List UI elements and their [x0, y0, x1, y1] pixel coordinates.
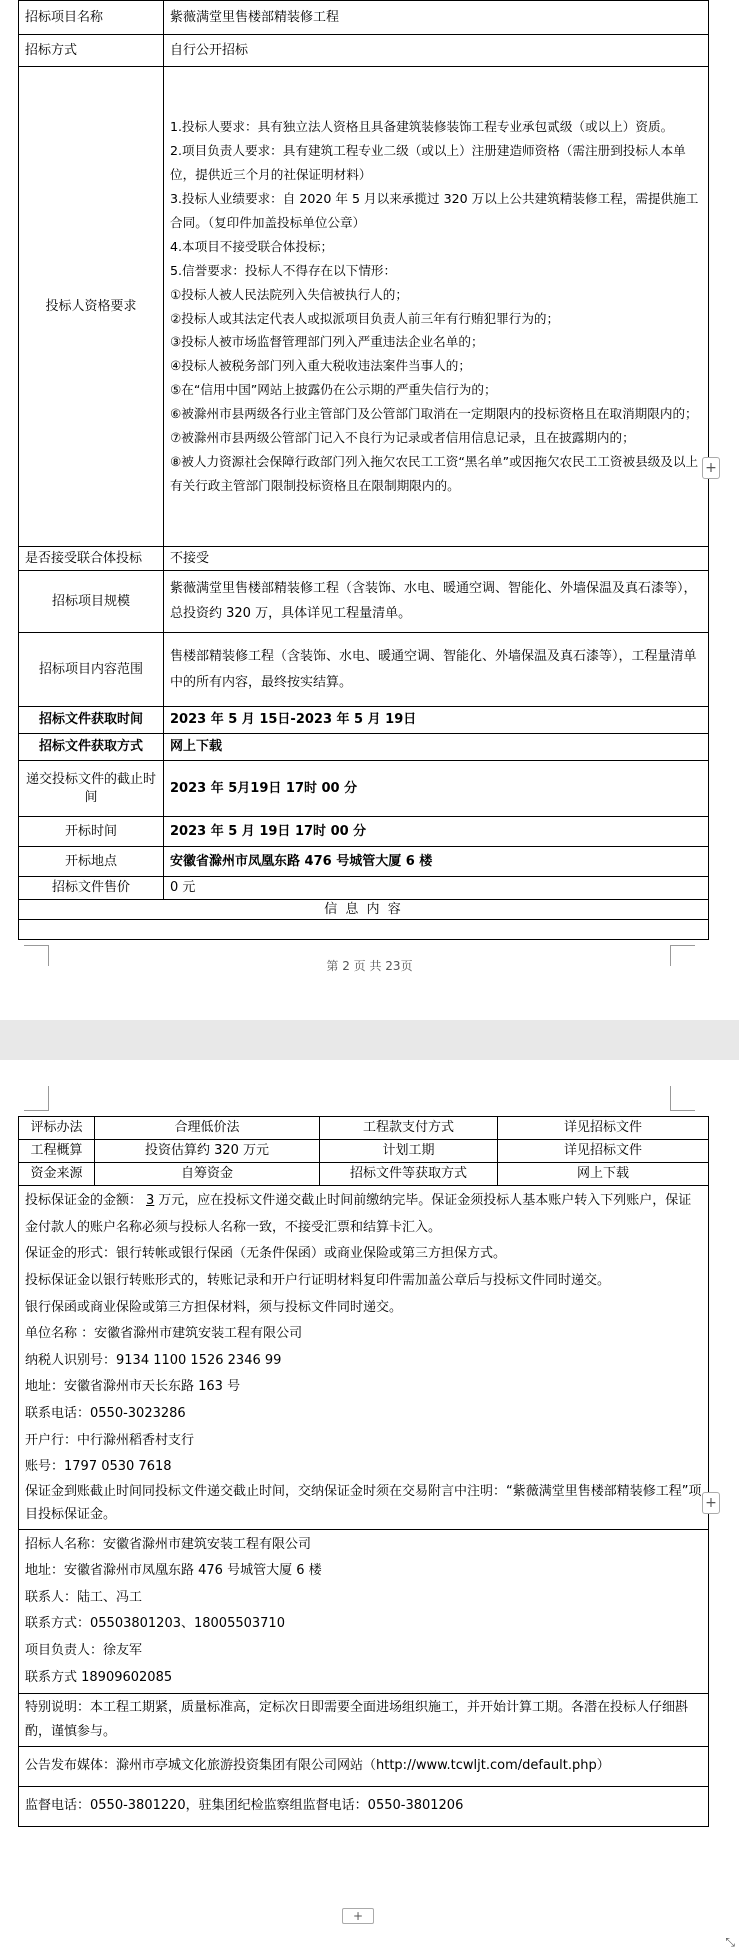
label-price: 招标文件售价 — [19, 877, 164, 900]
label-deadline: 递交投标文件的截止时间 — [19, 761, 164, 817]
row-deadline — [19, 761, 709, 817]
tenderer-section — [19, 1529, 709, 1694]
add-row-below-button[interactable]: + — [342, 1908, 374, 1924]
table-row — [19, 1117, 709, 1140]
supervision-section — [19, 1787, 709, 1827]
tender-info-table — [18, 0, 709, 940]
row-open-time — [19, 817, 709, 847]
table-cell: 投资估算约 320 万元 — [95, 1140, 320, 1163]
qualification-item: ⑧被人力资源社会保障行政部门列入拖欠农民工工资“黑名单”或因拖欠农民工工资被县级及以上有关行政主管部门限制投标资格且在限制期限内的。 — [170, 454, 699, 493]
value-method: 自行公开招标 — [164, 35, 709, 67]
label-joint: 是否接受联合体投标 — [19, 547, 164, 571]
deposit-suffix: 万元，应在投标文件递交截止时间前缴纳完毕。保证金须投标人基本账户转入下列账户，保证金付款人的账户名称必须与投标人名称一致，不接受汇票和结算卡汇入。 — [25, 1193, 692, 1235]
corner-mark — [670, 1086, 695, 1111]
tenderer-line: 项目负责人：徐友军 — [25, 1643, 143, 1659]
deposit-line: 纳税人识别号：9134 1100 1526 2346 99 — [25, 1352, 282, 1368]
document-page-3 — [0, 1060, 739, 1952]
table-cell: 招标文件等获取方式 — [320, 1163, 498, 1186]
label-doc-time: 招标文件获取时间 — [19, 707, 164, 734]
label-scale: 招标项目规模 — [19, 571, 164, 633]
table-cell: 工程概算 — [19, 1140, 95, 1163]
qualification-item: ⑦被滁州市县两级公管部门记入不良行为记录或者信用信息记录，且在披露期内的； — [170, 430, 635, 446]
media-cell — [19, 1747, 709, 1787]
media-section — [19, 1747, 709, 1787]
deposit-cell — [19, 1186, 709, 1530]
row-empty — [19, 920, 709, 940]
value-joint: 不接受 — [164, 547, 709, 571]
special-cell — [19, 1694, 709, 1747]
page-gap — [0, 1020, 739, 1060]
deposit-amount: 3 — [146, 1193, 155, 1208]
deposit-line: 银行保函或商业保险或第三方担保材料，须与投标文件同时递交。 — [25, 1299, 403, 1315]
resize-table-icon[interactable]: ⤡ — [725, 1935, 735, 1949]
value-open-place: 安徽省滁州市凤凰东路 476 号城管大厦 6 楼 — [164, 847, 709, 877]
value-project-name: 紫薇满堂里售楼部精装修工程 — [164, 1, 709, 35]
deposit-line: 联系电话：0550-3023286 — [25, 1406, 186, 1422]
row-footer-title — [19, 900, 709, 920]
tenderer-line: 联系方式：05503801203、18005503710 — [25, 1616, 285, 1632]
media-note: 公告发布媒体：滁州市亭城文化旅游投资集团有限公司网站（http://www.tcwljt.com/default.php） — [25, 1758, 610, 1774]
table-cell: 计划工期 — [320, 1140, 498, 1163]
row-doc-method — [19, 734, 709, 761]
label-qualification: 投标人资格要求 — [19, 67, 164, 547]
deposit-line: 保证金的形式：银行转帐或银行保函（无条件保函）或商业保险或第三方担保方式。 — [25, 1246, 507, 1262]
tenderer-line: 地址：安徽省滁州市凤凰东路 476 号城管大厦 6 楼 — [25, 1563, 322, 1579]
deposit-line: 账号：1797 0530 7618 — [25, 1459, 172, 1475]
row-scope — [19, 633, 709, 707]
project-overview-table — [18, 1116, 709, 1186]
supervision-cell — [19, 1787, 709, 1827]
qualification-list — [164, 67, 709, 547]
label-doc-method: 招标文件获取方式 — [19, 734, 164, 761]
info-content-title: 信 息 内 容 — [19, 900, 709, 920]
table-cell: 详见招标文件 — [498, 1140, 709, 1163]
qualification-item: 3.投标人业绩要求：自 2020 年 5 月以来承揽过 320 万以上公共建筑精装修工程，需提供施工合同。（复印件加盖投标单位公章） — [170, 190, 699, 230]
qualification-item: 1.投标人要求：具有独立法人资格且具备建筑装修装饰工程专业承包贰级（或以上）资质。 — [170, 119, 674, 135]
value-open-time: 2023 年 5 月 19日 17时 00 分 — [164, 817, 709, 847]
row-scale — [19, 571, 709, 633]
add-row-button[interactable]: + — [702, 457, 720, 479]
table-cell: 自筹资金 — [95, 1163, 320, 1186]
table-row — [19, 1140, 709, 1163]
add-row-button[interactable]: + — [702, 1492, 720, 1514]
qualification-item: ③投标人被市场监督管理部门列入严重违法企业名单的； — [170, 334, 484, 350]
tenderer-cell — [19, 1529, 709, 1694]
value-price: 0 元 — [164, 877, 709, 900]
supervision-note: 监督电话：0550-3801220，驻集团纪检监察组监督电话：0550-3801206 — [25, 1798, 464, 1814]
deposit-line: 地址：安徽省滁州市天长东路 163 号 — [25, 1379, 241, 1395]
qualification-item: ⑤在“信用中国”网站上披露仍在公示期的严重失信行为的； — [170, 382, 497, 398]
table-cell: 合理低价法 — [95, 1117, 320, 1140]
special-section — [19, 1694, 709, 1747]
label-method: 招标方式 — [19, 35, 164, 67]
row-qualification — [19, 67, 709, 547]
row-doc-time — [19, 707, 709, 734]
qualification-item: ⑥被滁州市县两级各行业主管部门及公管部门取消在一定期限内的投标资格且在取消期限内的； — [170, 406, 698, 422]
deposit-section — [19, 1186, 709, 1530]
tender-details-table — [18, 1185, 709, 1827]
deposit-line: 投标保证金以银行转账形式的，转账记录和开户行证明材料复印件需加盖公章后与投标文件同时递交。 — [25, 1272, 611, 1288]
empty-cell — [19, 920, 709, 940]
value-scale: 紫薇满堂里售楼部精装修工程（含装饰、水电、暖通空调、智能化、外墙保温及真石漆等），总投资约 320 万，具体详见工程量清单。 — [164, 571, 709, 633]
tenderer-line: 联系方式 18909602085 — [25, 1669, 173, 1685]
table-cell: 详见招标文件 — [498, 1117, 709, 1140]
qualification-item: ①投标人被人民法院列入失信被执行人的； — [170, 286, 408, 302]
row-open-place — [19, 847, 709, 877]
table-cell: 评标办法 — [19, 1117, 95, 1140]
qualification-item: 5.信誉要求：投标人不得存在以下情形： — [170, 262, 397, 278]
label-scope: 招标项目内容范围 — [19, 633, 164, 707]
qualification-item: 2.项目负责人要求：具有建筑工程专业二级（或以上）注册建造师资格（需注册到投标人本单位，提供近三个月的社保证明材料） — [170, 143, 686, 182]
deposit-line: 单位名称 ：安徽省滁州市建筑安装工程有限公司 — [25, 1326, 303, 1342]
deposit-amount-line — [25, 1188, 702, 1241]
special-note: 特别说明：本工程工期紧，质量标准高，定标次日即需要全面进场组织施工，并开始计算工期。各潜在投标人仔细斟酌，谨慎参与。 — [25, 1700, 689, 1740]
row-joint — [19, 547, 709, 571]
tenderer-line: 招标人名称：安徽省滁州市建筑安装工程有限公司 — [25, 1536, 312, 1552]
label-open-time: 开标时间 — [19, 817, 164, 847]
qualification-item: ④投标人被税务部门列入重大税收违法案件当事人的； — [170, 358, 471, 374]
table-cell: 工程款支付方式 — [320, 1117, 498, 1140]
table-cell: 资金来源 — [19, 1163, 95, 1186]
qualification-item: 4.本项目不接受联合体投标； — [170, 238, 334, 254]
label-open-place: 开标地点 — [19, 847, 164, 877]
label-project-name: 招标项目名称 — [19, 1, 164, 35]
value-doc-method: 网上下载 — [164, 734, 709, 761]
tenderer-line: 联系人：陆工、冯工 — [25, 1589, 143, 1605]
corner-mark — [24, 1086, 49, 1111]
table-cell: 网上下载 — [498, 1163, 709, 1186]
deposit-note: 保证金到账截止时间同投标文件递交截止时间，交纳保证金时须在交易附言中注明：“紫薇满堂里售楼部精装修工程”项目投标保证金。 — [25, 1484, 702, 1522]
deposit-line: 开户行：中行滁州稻香村支行 — [25, 1432, 195, 1448]
row-price — [19, 877, 709, 900]
qualification-item: ②投标人或其法定代表人或拟派项目负责人前三年有行贿犯罪行为的； — [170, 310, 560, 326]
row-method — [19, 35, 709, 67]
row-project-name — [19, 1, 709, 35]
deposit-prefix: 投标保证金的金额： — [25, 1193, 143, 1208]
value-deadline: 2023 年 5月19日 17时 00 分 — [164, 761, 709, 817]
table-row — [19, 1163, 709, 1186]
page-number: 第 2 页 共 23页 — [326, 959, 413, 973]
value-scope: 售楼部精装修工程（含装饰、水电、暖通空调、智能化、外墙保温及真石漆等），工程量清单中的所有内容，最终按实结算。 — [164, 633, 709, 707]
value-doc-time: 2023 年 5 月 15日-2023 年 5 月 19日 — [164, 707, 709, 734]
